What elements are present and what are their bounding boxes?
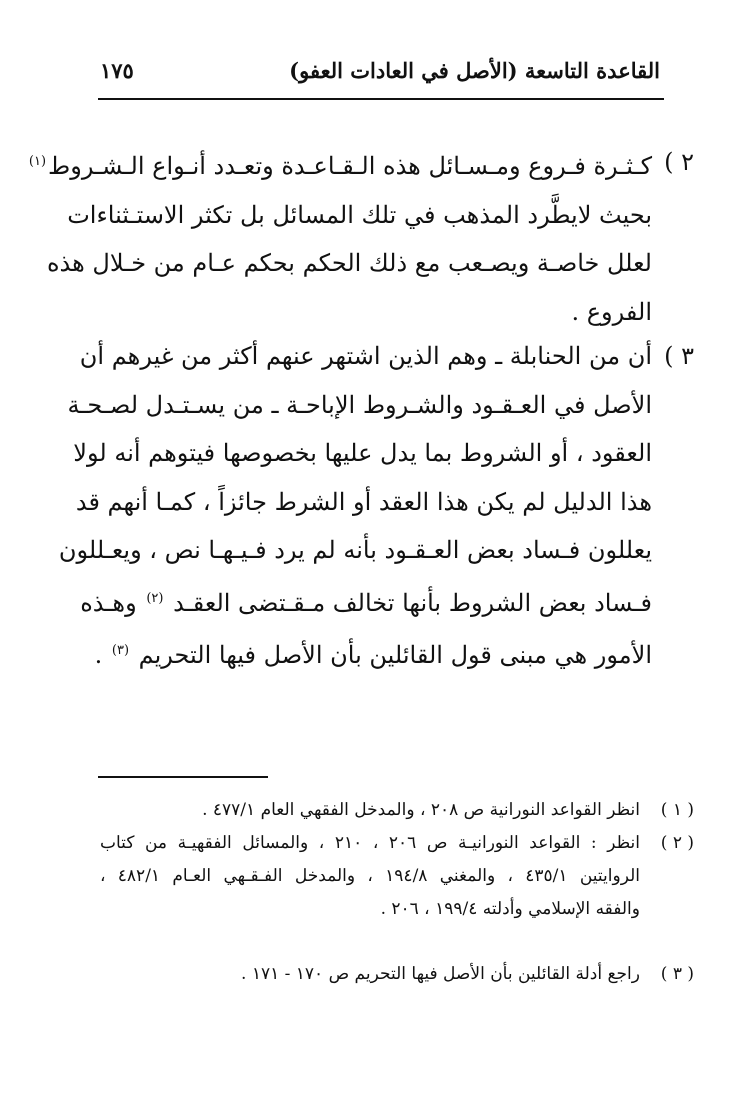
paragraph-line: بحيث لايطَّرد المذهب في تلك المسائل بل تكثر الاستـثناءات xyxy=(67,200,652,229)
footnote-number: ( ٣ ) xyxy=(660,964,694,984)
footnote-ref: (٢) xyxy=(146,590,164,606)
footnote-line: راجع أدلة القائلين بأن الأصل فيها التحريم ص ١٧٠ - ١٧١ . xyxy=(241,964,640,984)
paragraph-number: ٣ ) xyxy=(664,342,694,370)
paragraph-line: الأصل في العـقـود والشـروط الإباحـة ـ من يسـتـدل لصـحـة xyxy=(67,390,652,419)
paragraph-line: كـثـرة فـروع ومـسـائل هذه الـقـاعـدة وتعـدد أنـواع الـشـروط$^{(١)}$ xyxy=(28,152,652,180)
footnote-3 xyxy=(100,958,640,991)
paragraph-line: هذا الدليل لم يكن هذا العقد أو الشرط جائزاً ، كمـا أنهم قد xyxy=(75,487,652,516)
footnote-number: ( ١ ) xyxy=(660,800,694,820)
paragraph-number: ٢ ) xyxy=(664,148,694,176)
paragraph-line: العقود ، أو الشروط بما يدل عليها بخصوصها فيتوهم أنه لولا xyxy=(73,439,652,467)
footnote-line: انظر القواعد النورانية ص ٢٠٨ ، والمدخل الفقهي العام ٤٧٧/١ . xyxy=(202,800,640,820)
footnote-2 xyxy=(100,827,640,926)
footnote-line: انظر : القواعد النورانيـة ص ٢٠٦ ، ٢١٠ ، والمسائل الفقهيـة من كتاب xyxy=(100,833,641,853)
footnote-number: ( ٢ ) xyxy=(660,833,694,853)
paragraph-line: فـساد بعض الشروط بأنها تخالف مـقـتضى العقـد $^{(٢)}$ وهـذه xyxy=(80,588,652,617)
footnote-divider xyxy=(98,776,268,778)
footnote-ref: (٣) xyxy=(111,643,130,658)
paragraph-line: لعلل خاصـة ويصـعب مع ذلك الحكم بحكم عـام من خـلال هذه xyxy=(46,249,652,277)
footnote-ref: (١) xyxy=(28,154,47,169)
footnote-1 xyxy=(100,794,640,827)
page-number: ١٧٥ xyxy=(100,58,134,83)
footnote-line: الروايتين ٤٣٥/١ ، والمغني ١٩٤/٨ ، والمدخل الفـقـهي العـام ٤٨٢/١ ، xyxy=(100,866,640,886)
paragraph-line: يعللون فـساد بعض العـقـود بأنه لم يرد فـيـهـا نص ، ويعـللون xyxy=(58,536,652,564)
paragraph-line: الأمور هي مبنى قول القائلين بأن الأصل فيها التحريم $^{(٣)}$ . xyxy=(94,641,652,669)
paragraph-line: أن من الحنابلة ـ وهم الذين اشتهر عنهم أكثر من غيرهم أن xyxy=(79,342,652,370)
paragraph-line: الفروع . xyxy=(571,297,652,326)
header-divider xyxy=(98,98,664,100)
running-header-title: القاعدة التاسعة (الأصل في العادات العفو) xyxy=(289,58,660,83)
paragraph-3 xyxy=(58,332,652,680)
paragraph-2 xyxy=(28,138,652,336)
footnote-line: والفقه الإسلامي وأدلته ١٩٩/٤ ، ٢٠٦ . xyxy=(380,899,640,919)
